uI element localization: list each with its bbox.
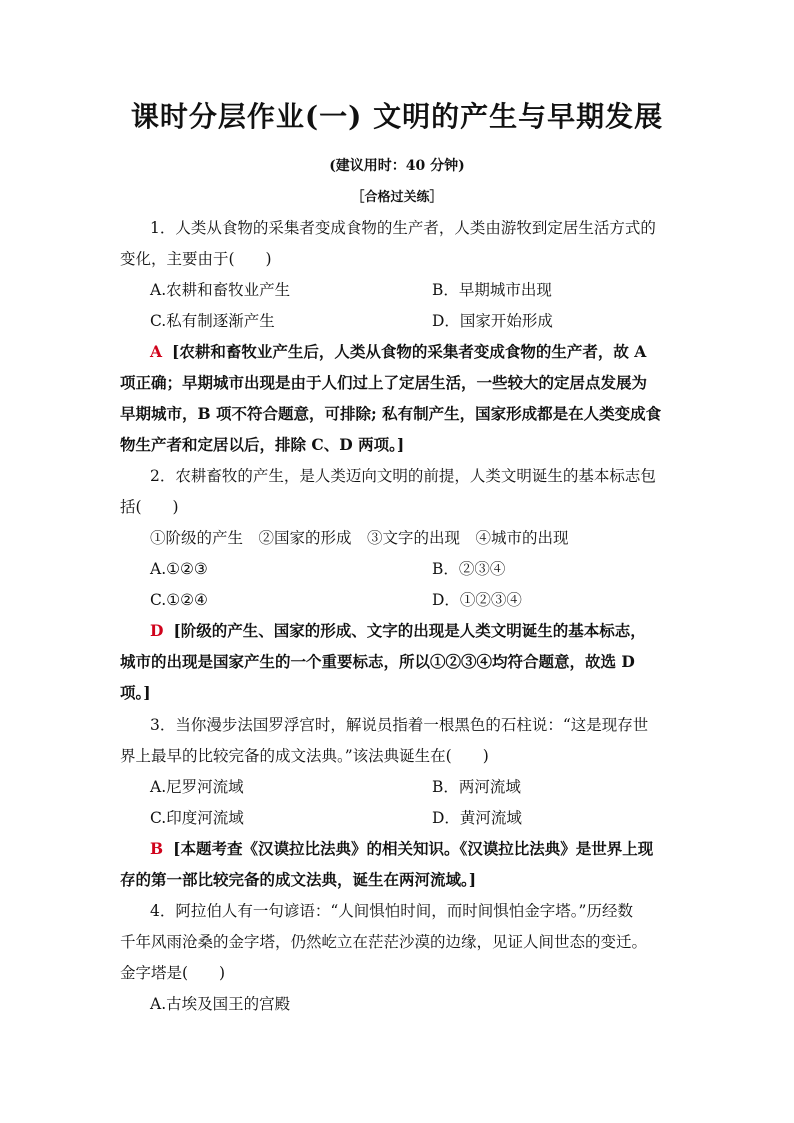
- q1-option-c: C.私有制逐渐产生: [150, 312, 275, 330]
- q2-explanation-line2: 城市的出现是国家产生的一个重要标志，所以①②③④均符合题意，故选 D: [120, 652, 635, 671]
- q4-stem-line3: 金字塔是( ): [120, 964, 226, 982]
- q2-stem-line1: 2．农耕畜牧的产生，是人类迈向文明的前提，人类文明诞生的基本标志包: [150, 467, 656, 485]
- q1-stem-line1: 1．人类从食物的采集者变成食物的生产者，人类由游牧到定居生活方式的: [150, 219, 656, 237]
- section-label: ［合格过关练］: [351, 190, 443, 205]
- q1-explanation-line2: 项正确；早期城市出现是由于人们过上了定居生活，一些较大的定居点发展为: [120, 373, 648, 392]
- q2-option-a: A.①②③: [150, 560, 208, 578]
- q3-explanation-line1: [150, 839, 680, 859]
- q3-answer-letter: B: [150, 839, 164, 858]
- q2-explanation-line3: 项。]: [120, 683, 151, 702]
- q3-explanation-text: [本题考查《汉谟拉比法典》的相关知识。《汉谟拉比法典》是世界上现: [173, 839, 654, 858]
- q3-explanation-line2: 存的第一部比较完备的成文法典，诞生在两河流域。]: [120, 870, 477, 889]
- q2-explanation-text: [阶级的产生、国家的形成、文字的出现是人类文明诞生的基本标志，: [173, 621, 646, 640]
- q1-option-b: B．早期城市出现: [432, 281, 552, 299]
- q4-stem-line2: 千年风雨沧桑的金字塔，仍然屹立在茫茫沙漠的边缘，见证人间世态的变迁。: [120, 933, 648, 951]
- q2-stem-line2: 括( ): [120, 498, 179, 516]
- q3-option-d: D．黄河流域: [432, 809, 522, 827]
- q2-answer-letter: D: [150, 621, 164, 640]
- q1-explanation-line3: 早期城市，B 项不符合题意，可排除; 私有制产生，国家形成都是在人类变成食: [120, 404, 662, 423]
- q1-stem-line2: 变化，主要由于( ): [120, 250, 272, 268]
- q3-stem-line2: 界上最早的比较完备的成文法典。”该法典诞生在( ): [120, 747, 489, 765]
- q1-answer-letter: A: [150, 342, 163, 361]
- q3-option-b: B．两河流域: [432, 778, 521, 796]
- q1-explanation-text: [农耕和畜牧业产生后，人类从食物的采集者变成食物的生产者，故 A: [172, 342, 647, 361]
- q2-option-c: C.①②④: [150, 591, 208, 609]
- q2-option-b: B．②③④: [432, 560, 506, 578]
- q2-option-d: D．①②③④: [432, 591, 522, 609]
- q3-option-a: A.尼罗河流域: [150, 778, 244, 796]
- suggested-time: (建议用时：40 分钟): [329, 158, 465, 174]
- q1-option-a: A.农耕和畜牧业产生: [150, 281, 291, 299]
- q2-items: ①阶级的产生 ②国家的形成 ③文字的出现 ④城市的出现: [150, 529, 569, 547]
- q1-option-d: D．国家开始形成: [432, 312, 553, 330]
- q3-option-c: C.印度河流域: [150, 809, 244, 827]
- q2-explanation-line1: [150, 621, 680, 641]
- q4-stem-line1: 4．阿拉伯人有一句谚语：“人间惧怕时间，而时间惧怕金字塔。”历经数: [150, 902, 633, 920]
- q4-option-a: A.古埃及国王的宫殿: [150, 995, 291, 1013]
- q1-explanation-line4: 物生产者和定居以后，排除 C、D 两项。]: [120, 435, 405, 454]
- q1-explanation-line1: [150, 342, 680, 362]
- q3-stem-line1: 3．当你漫步法国罗浮宫时，解说员指着一根黑色的石柱说：“这是现存世: [150, 716, 649, 734]
- page-title: 课时分层作业(一) 文明的产生与早期发展: [130, 100, 664, 133]
